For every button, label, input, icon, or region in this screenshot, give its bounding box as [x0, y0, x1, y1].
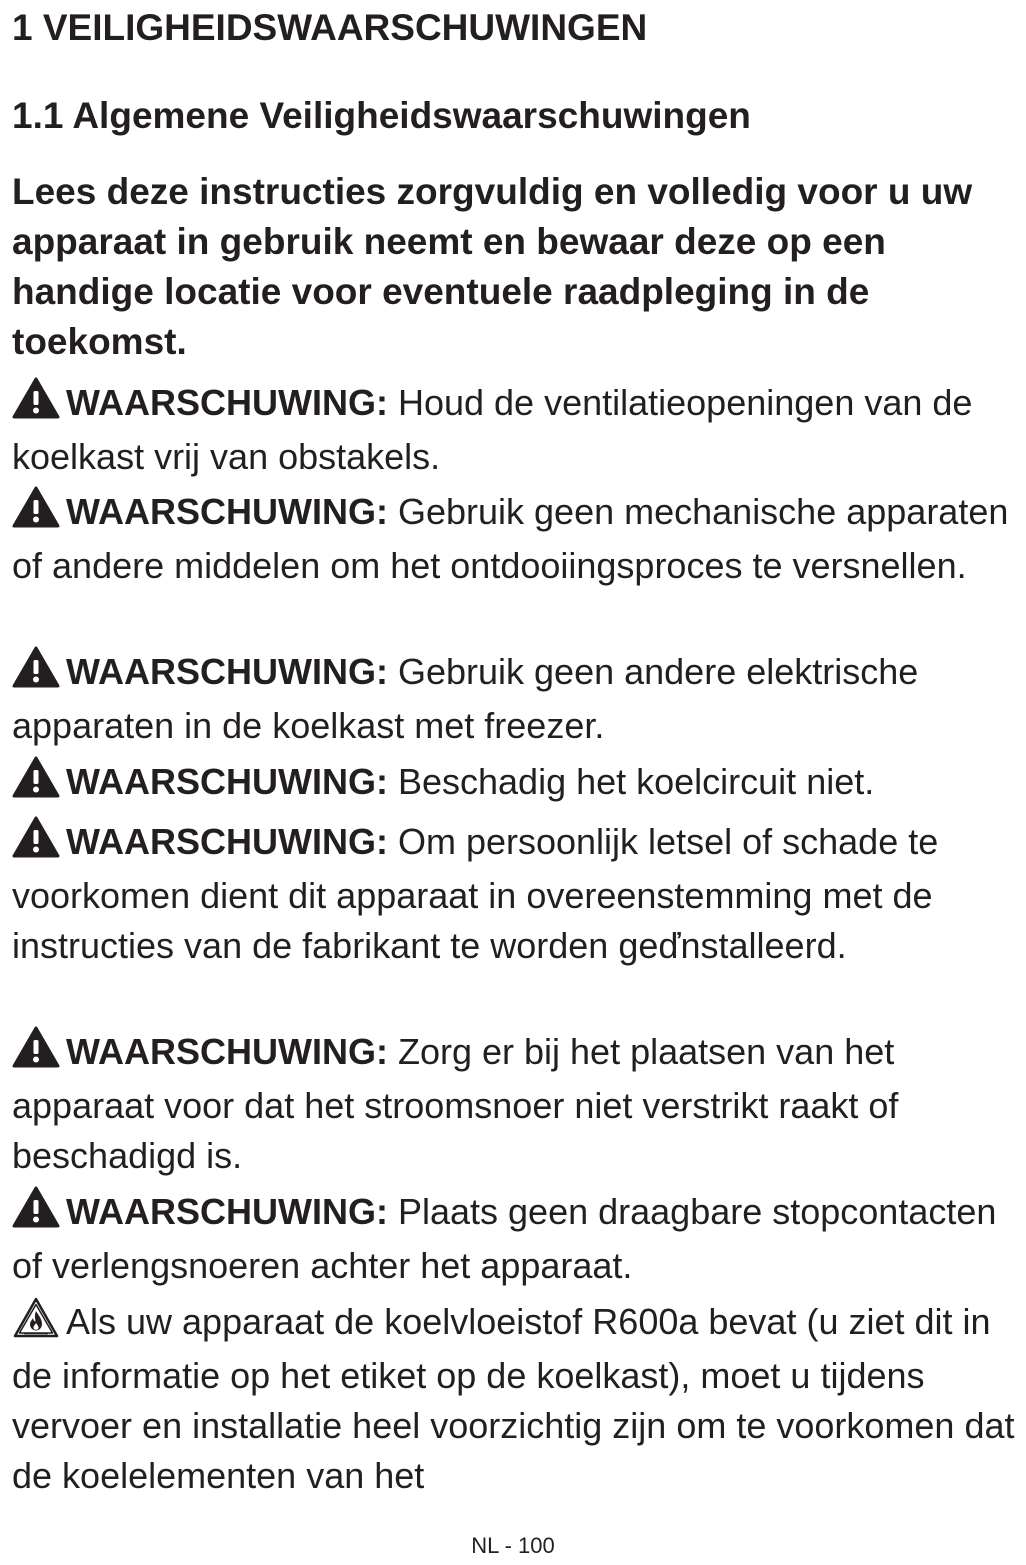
- warning-text: Om persoonlijk letsel of schade te voorkomen dient dit apparaat in overeenstemming met de instructies van de fabrikant te worden geďnstalleerd.: [12, 821, 939, 966]
- warning-label: WAARSCHUWING:: [66, 382, 388, 423]
- warning-triangle-icon: [12, 486, 60, 541]
- flammable-warning-item: [12, 1296, 1022, 1501]
- intro-paragraph: Lees deze instructies zorgvuldig en volledig voor u uw apparaat in gebruik neemt en bewaar deze op een handige locatie voor eventuele raadpleging in de toekomst.: [12, 171, 973, 362]
- flammable-warning-text: Als uw apparaat de koelvloeistof R600a bevat (u ziet dit in de informatie op het etiket op de koelkast), moet u tijdens vervoer en installatie heel voorzichtig zijn om te voorkomen dat de koelelementen van het: [12, 1301, 1015, 1496]
- warning-label: WAARSCHUWING:: [66, 1191, 388, 1232]
- warning-item: [12, 816, 1022, 971]
- warning-item: [12, 646, 1022, 751]
- warning-text: Zorg er bij het plaatsen van het apparaat voor dat het stroomsnoer niet verstrikt raakt of beschadigd is.: [12, 1031, 899, 1176]
- warning-item: [12, 377, 1022, 482]
- warning-text: Gebruik geen mechanische apparaten of andere middelen om het ontdooiingsproces te versnellen.: [12, 491, 1009, 586]
- warning-triangle-icon: [12, 1026, 60, 1081]
- warning-triangle-icon: [12, 1186, 60, 1241]
- warning-text: Houd de ventilatieopeningen van de koelkast vrij van obstakels.: [12, 382, 973, 477]
- warning-item: [12, 486, 1022, 591]
- warning-triangle-icon: [12, 377, 60, 432]
- warning-label: WAARSCHUWING:: [66, 1031, 388, 1072]
- flammable-warning-icon: [12, 1296, 60, 1351]
- page-number: NL - 100: [471, 1533, 555, 1558]
- warning-label: WAARSCHUWING:: [66, 651, 388, 692]
- warning-text: Plaats geen draagbare stopcontacten of verlengsnoeren achter het apparaat.: [12, 1191, 997, 1286]
- warning-triangle-icon: [12, 816, 60, 871]
- warning-label: WAARSCHUWING:: [66, 821, 388, 862]
- warning-item: [12, 1186, 1022, 1291]
- warning-text: Gebruik geen andere elektrische apparaten in de koelkast met freezer.: [12, 651, 919, 746]
- warning-triangle-icon: [12, 756, 60, 811]
- warning-text: Beschadig het koelcircuit niet.: [387, 761, 875, 802]
- subsection-heading: 1.1 Algemene Veiligheidswaarschuwingen: [12, 95, 751, 136]
- warning-label: WAARSCHUWING:: [66, 491, 388, 532]
- warning-item: [12, 1026, 1022, 1181]
- warning-item: [12, 756, 1022, 811]
- warning-label: WAARSCHUWING:: [66, 761, 388, 802]
- warning-triangle-icon: [12, 646, 60, 701]
- section-heading: 1 VEILIGHEIDSWAARSCHUWINGEN: [12, 7, 648, 48]
